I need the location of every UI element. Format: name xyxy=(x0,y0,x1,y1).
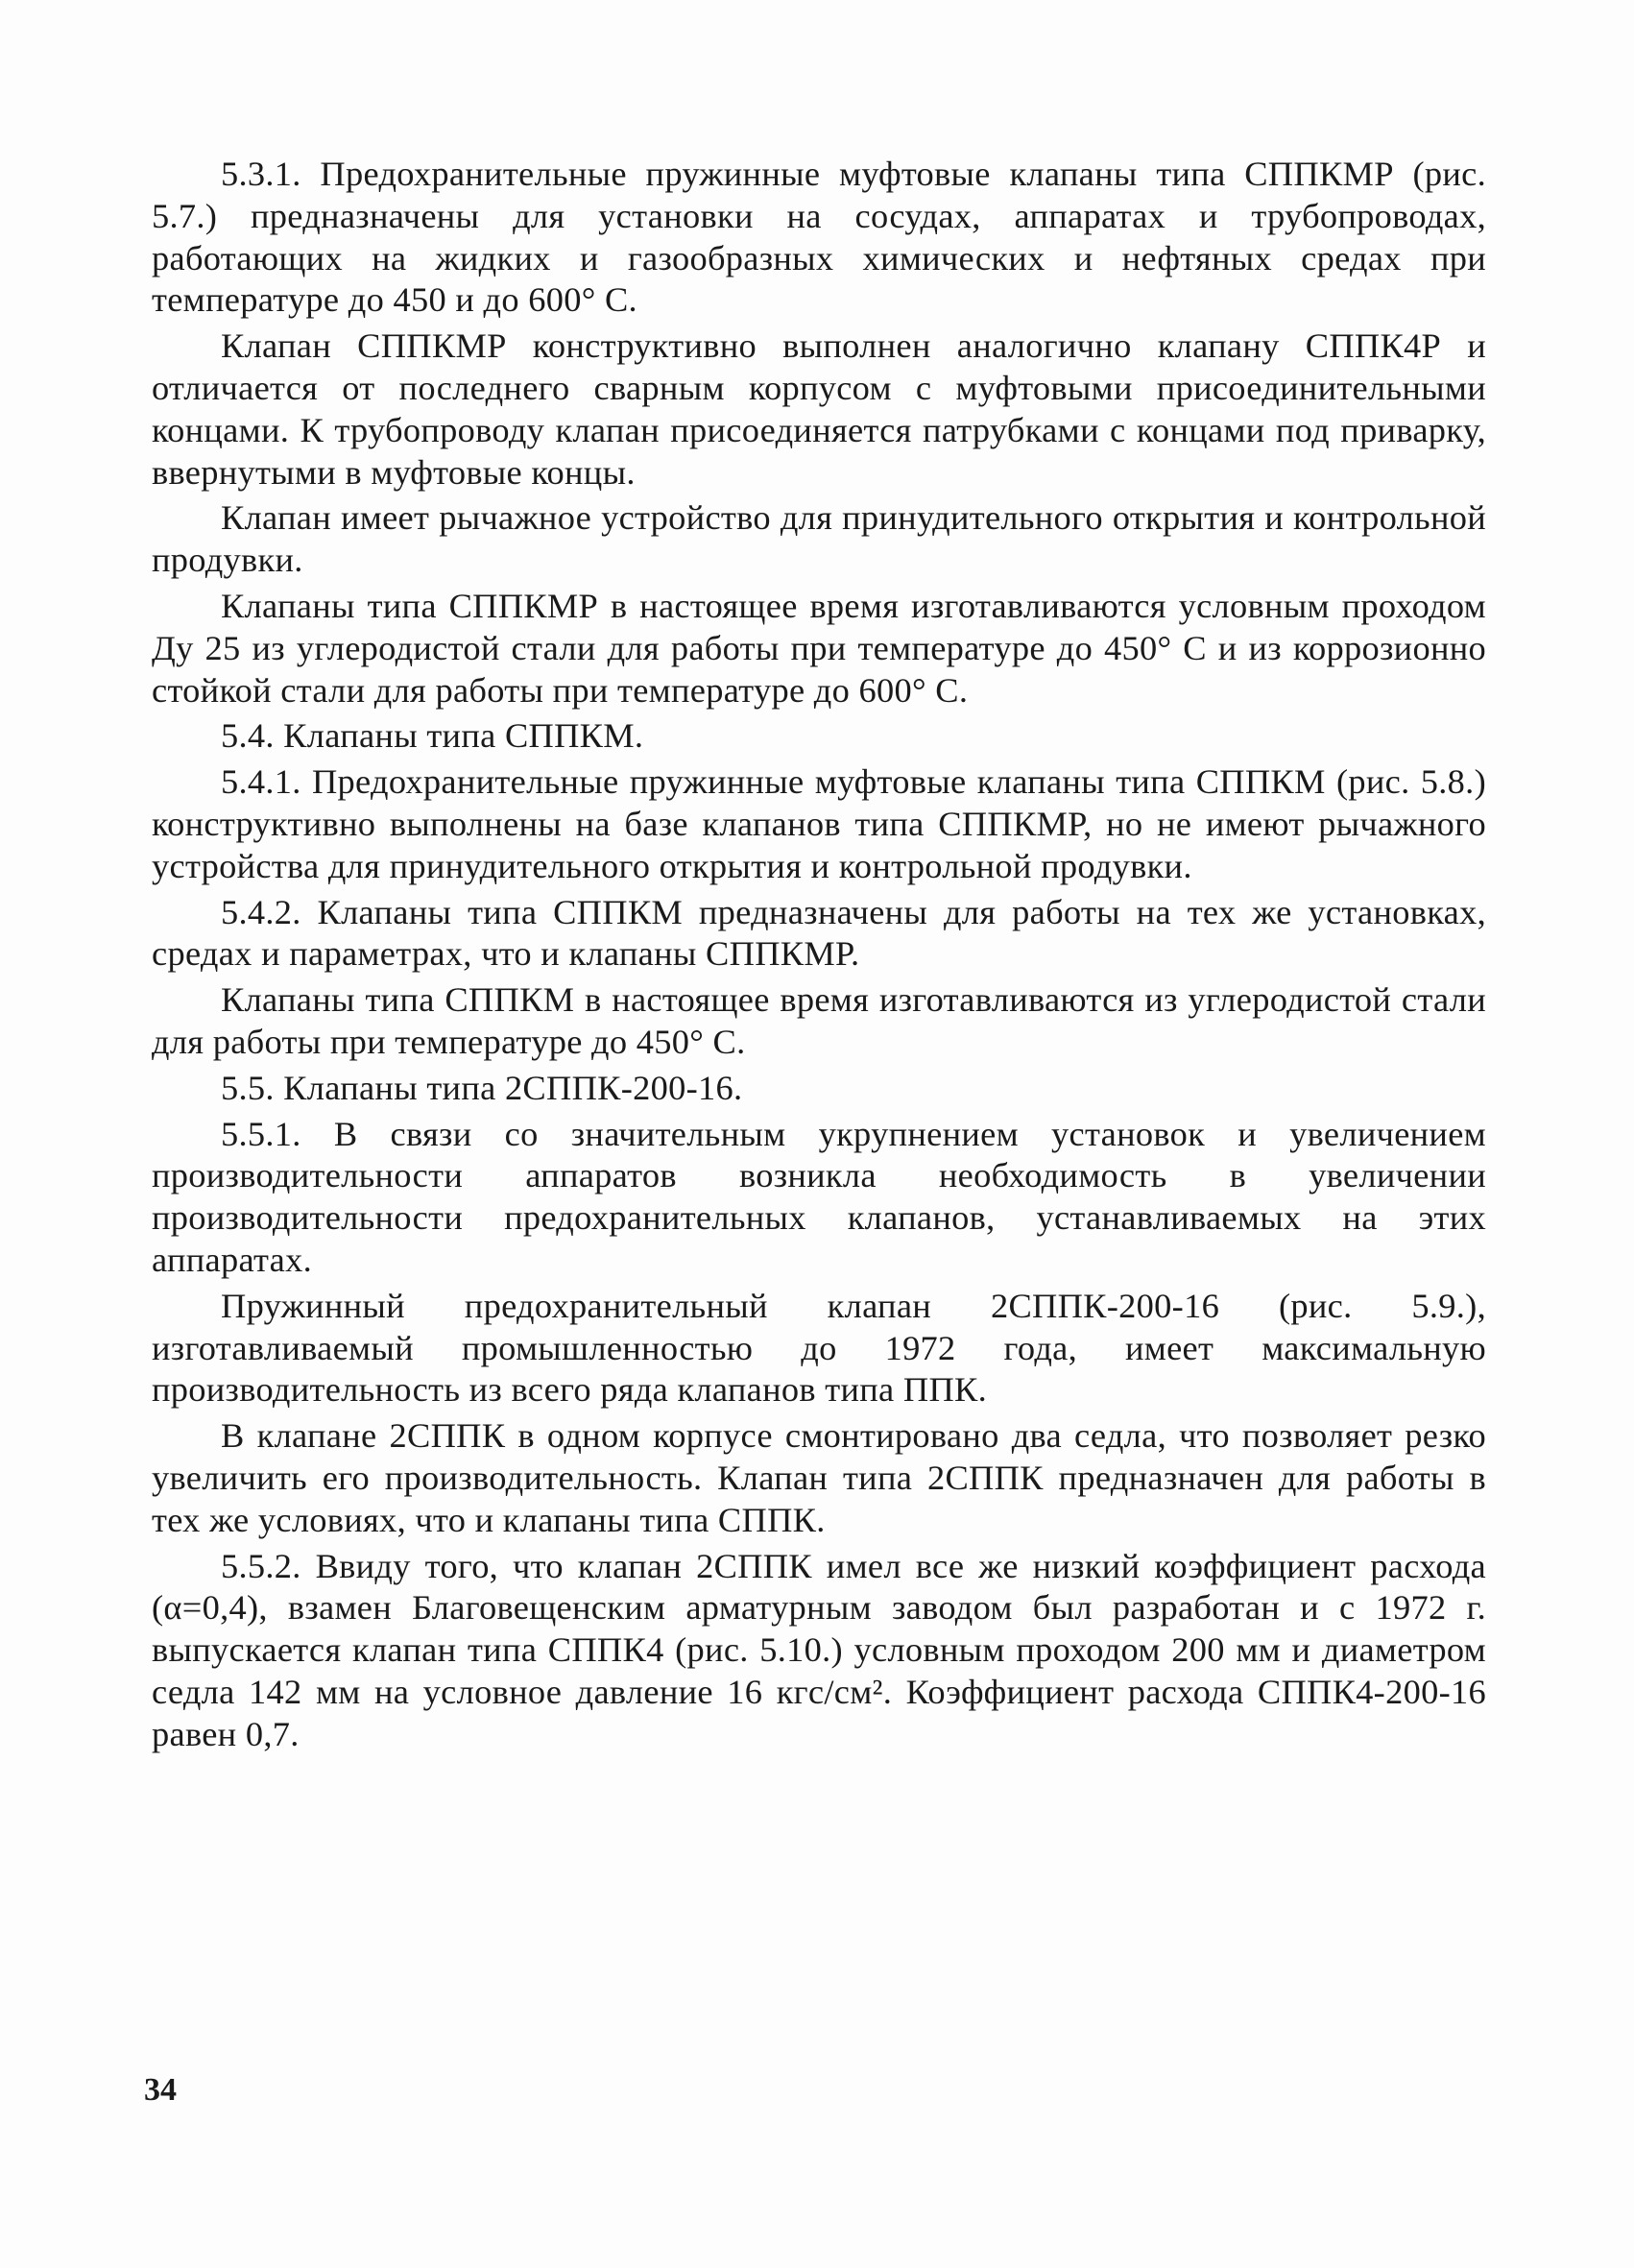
paragraph-5-3-1: 5.3.1. Предохранительные пружинные муфтовые клапаны типа СППКМР (рис. 5.7.) предназначены для установки на сосудах, аппаратах и трубопроводах, работающих на жидких и газообразных химических и нефтяных средах при температуре до 450 и до 600° С. xyxy=(152,155,1486,320)
section-heading-5-5: 5.5. Клапаны типа 2СППК-200-16. xyxy=(221,1068,743,1107)
section-heading-5-4: 5.4. Клапаны типа СППКМ. xyxy=(221,716,644,756)
paragraph-sppkm-steel: Клапаны типа СППКМ в настоящее время изготавливаются из углеродистой стали для работы при температуре до 450° С. xyxy=(152,980,1486,1061)
paragraph-design: Клапан СППКМР конструктивно выполнен аналогично клапану СППК4Р и отличается от последнего сварным корпусом с муфтовыми присоединительными концами. К трубопроводу клапан присоединяется патрубками с концами под приварку, ввернутыми в муфтовые концы. xyxy=(152,326,1486,492)
paragraph-2sppk: Пружинный предохранительный клапан 2СППК-200-16 (рис. 5.9.), изготавливаемый промышленностью до 1972 года, имеет максимальную производительность из всего ряда клапанов типа ППК. xyxy=(152,1286,1486,1410)
body-text xyxy=(152,154,1486,1755)
page-number: 34 xyxy=(144,2072,177,2108)
paragraph-two-seats: В клапане 2СППК в одном корпусе смонтировано два седла, что позволяет резко увеличить его производительность. Клапан типа 2СППК предназначен для работы в тех же условиях, что и клапаны типа СППК. xyxy=(152,1416,1486,1539)
paragraph-manufacture: Клапаны типа СППКМР в настоящее время изготавливаются условным проходом Ду 25 из углеродистой стали для работы при температуре до 450° С и из коррозионно стойкой стали для работы при температуре до 600° С. xyxy=(152,586,1486,710)
paragraph-5-5-1: 5.5.1. В связи со значительным укрупнением установок и увеличением производительности аппаратов возникла необходимость в увеличении производительности предохранительных клапанов, устанавливаемых на этих аппаратах. xyxy=(152,1114,1486,1279)
paragraph-5-5-2: 5.5.2. Ввиду того, что клапан 2СППК имел все же низкий коэффициент расхода (α=0,4), взамен Благовещенским арматурным заводом был разработан и с 1972 г. выпускается клапан типа СППК4 (рис. 5.10.) условным проходом 200 мм и диаметром седла 142 мм на условное давление 16 кгс/см². Коэффициент расхода СППК4-200-16 равен 0,7. xyxy=(152,1546,1486,1753)
paragraph-5-4-1: 5.4.1. Предохранительные пружинные муфтовые клапаны типа СППКМ (рис. 5.8.) конструктивно выполнены на базе клапанов типа СППКМР, но не имеют рычажного устройства для принудительного открытия и контрольной продувки. xyxy=(152,762,1486,885)
paragraph-5-4-2: 5.4.2. Клапаны типа СППКМ предназначены для работы на тех же установках, средах и параметрах, что и клапаны СППКМР. xyxy=(152,892,1486,974)
paragraph-lever: Клапан имеет рычажное устройство для принудительного открытия и контрольной продувки. xyxy=(152,498,1486,580)
